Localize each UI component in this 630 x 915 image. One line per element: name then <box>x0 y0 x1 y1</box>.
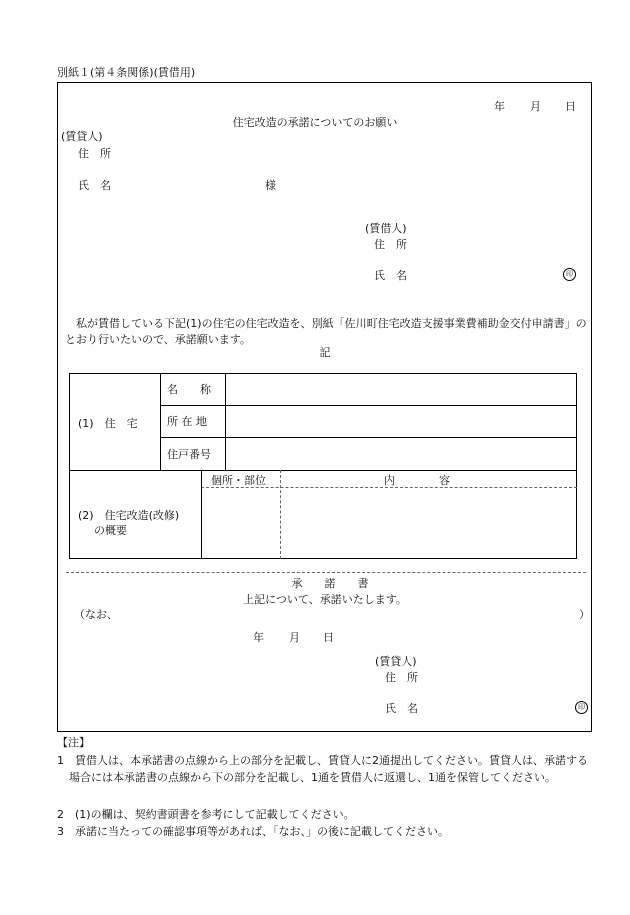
tenant-label: (賃借人) <box>365 222 407 235</box>
landlord-label: (賃貸人) <box>61 130 103 143</box>
consent-address-label: 住 所 <box>385 671 418 684</box>
note-item: 1 賃借人は、本承諾書の点線から上の部分を記載し、賃貸人に2通提出してください。賃貸人は、承諾する場合には本承諾書の点線から下の部分を記載し、1通を賃借人に返還し、1通を保管してください。 <box>57 754 588 784</box>
consent-statement: 上記について、承諾いたします。 <box>243 593 407 606</box>
table-line <box>160 373 161 470</box>
table-dash-line <box>280 470 281 559</box>
consent-title: 承 諾 書 <box>291 577 369 590</box>
note-item: 3 承諾に当たっての確認事項等があれば、「なお、」の後に記載してください。 <box>57 825 449 838</box>
request-date-month: 月 <box>530 100 541 113</box>
note-item: 2 (1)の欄は、契約書頭書を参考にして記載してください。 <box>57 808 355 821</box>
request-title: 住宅改造の承諾についてのお願い <box>232 116 398 129</box>
ki-label: 記 <box>319 346 331 359</box>
row2-label-line1: (2) 住宅改造(改修) <box>78 509 180 522</box>
consent-note-open: （なお、 <box>74 608 118 621</box>
table-line <box>201 470 202 559</box>
consent-date-day: 日 <box>323 631 334 644</box>
table-line <box>160 437 577 438</box>
form-label: 別紙１(第４条関係)(賃借用) <box>57 66 196 79</box>
consent-note-close: ） <box>579 608 590 621</box>
name-label: 名 称 <box>167 383 211 396</box>
request-date-day: 日 <box>565 100 576 113</box>
location-label: 所 在 地 <box>167 415 207 428</box>
table-line <box>69 470 577 471</box>
table-line <box>225 373 226 470</box>
col-content: 内 容 <box>384 474 450 487</box>
tenant-address-label: 住 所 <box>374 238 407 251</box>
tenant-name-label: 氏 名 <box>374 269 407 282</box>
row2-label-line2: の概要 <box>94 524 127 537</box>
request-body: 私が賃借している下記(1)の住宅の住宅改造を、別紙「佐川町住宅改造支援事業費補助金交付申請書」のとおり行いたいので、承諾願います。 <box>65 317 587 346</box>
consent-name-label: 氏 名 <box>385 702 418 715</box>
consent-date-year: 年 <box>253 631 264 644</box>
consent-landlord-label: (賃貸人) <box>375 655 417 668</box>
tenant-seal-icon: 印 <box>563 268 576 281</box>
table-line <box>160 405 577 406</box>
row1-label: (1) 住 宅 <box>78 417 138 430</box>
consent-date-month: 月 <box>289 631 300 644</box>
landlord-address-label: 住 所 <box>78 147 111 160</box>
honorific: 様 <box>265 179 276 192</box>
request-date-year: 年 <box>494 100 505 113</box>
notes-heading: 【注】 <box>57 736 90 749</box>
table-dash-line <box>201 487 577 488</box>
house-number-label: 住戸番号 <box>167 448 211 461</box>
consent-separator <box>66 572 586 573</box>
consent-seal-icon: 印 <box>575 701 588 714</box>
housing-table <box>69 373 577 559</box>
landlord-name-label: 氏 名 <box>78 179 111 192</box>
col-location-part: 個所・部位 <box>211 474 266 487</box>
